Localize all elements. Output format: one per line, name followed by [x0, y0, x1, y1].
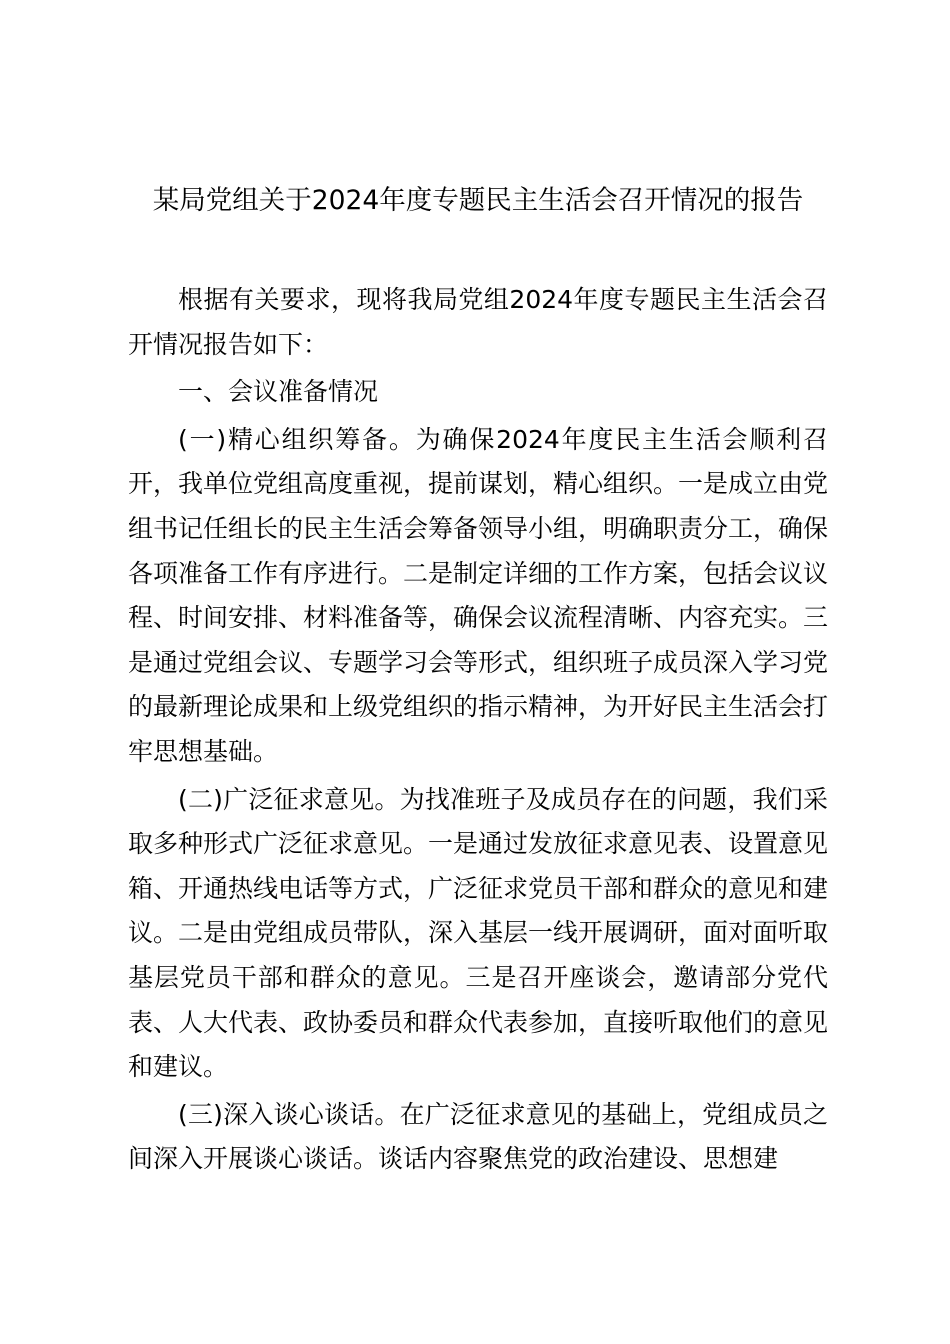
- document-body: [128, 278, 828, 1185]
- section-heading-1: 一、会议准备情况: [178, 377, 379, 407]
- document-title: 某局党组关于2024年度专题民主生活会召开情况的报告: [152, 185, 804, 216]
- paragraph-2: (二)广泛征求意见。为找准班子及成员存在的问题，我们采取多种形式广泛征求意见。一是通过发放征求意见表、设置意见箱、开通热线电话等方式，广泛征求党员干部和群众的意见和建议。二是由党组成员带队，深入基层一线开展调研，面对面听取基层党员干部和群众的意见。三是召开座谈会，邀请部分党代表、人大代表、政协委员和群众代表参加，直接听取他们的意见和建议。: [128, 784, 829, 1082]
- paragraph-1: (一)精心组织筹备。为确保2024年度民主生活会顺利召开，我单位党组高度重视，提前谋划，精心组织。一是成立由党组书记任组长的民主生活会筹备领导小组，明确职责分工，确保各项准备工作有序进行。二是制定详细的工作方案，包括会议议程、时间安排、材料准备等，确保会议流程清晰、内容充实。三是通过党组会议、专题学习会等形式，组织班子成员深入学习党的最新理论成果和上级党组织的指示精神，为开好民主生活会打牢思想基础。: [128, 424, 829, 766]
- intro-paragraph: 根据有关要求，现将我局党组2024年度专题民主生活会召开情况报告如下：: [128, 285, 828, 359]
- paragraph-3: (三)深入谈心谈话。在广泛征求意见的基础上，党组成员之间深入开展谈心谈话。谈话内容聚焦党的政治建设、思想建: [128, 1099, 828, 1174]
